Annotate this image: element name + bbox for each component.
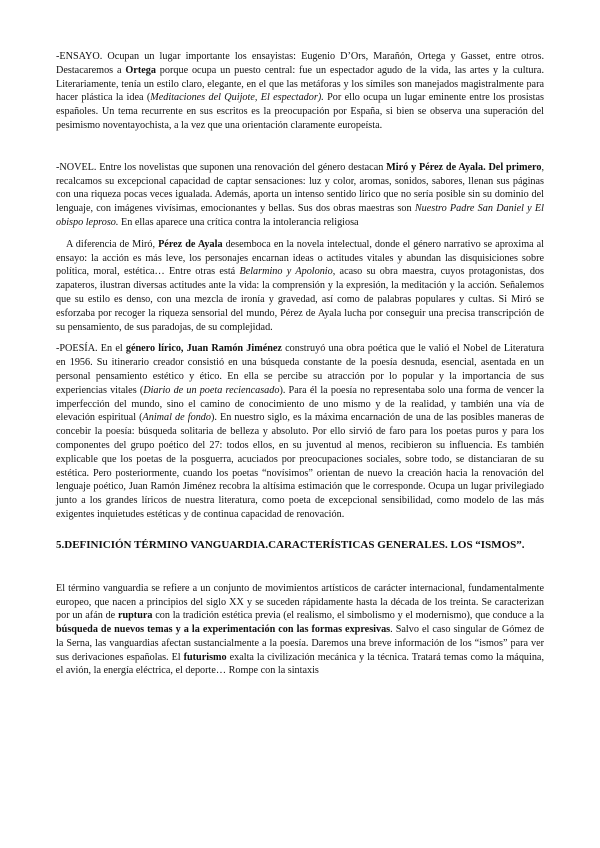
italic-run: Meditaciones del Quijote, El espectador).: [150, 92, 324, 104]
paragraph-vanguardia: [56, 582, 544, 679]
bold-run: género lírico, Juan Ramón Jiménez: [125, 343, 282, 355]
paragraph-perez-de-ayala: [56, 238, 544, 335]
text-run: con la tradición estética previa (el realismo, el simbolismo y el modernismo), que conduce a la: [152, 610, 544, 622]
bold-run: Pérez de Ayala: [158, 238, 223, 250]
text-run: ). En nuestro siglo, es la máxima encarnación de una de las posibles maneras de concebir la poesía: búsqueda solitaria de belleza y absoluto. Por ello sirvió de faro para los poetas puros y para los componentes del grupo poético del 27: todos ellos, en su juventud al menos, recibieron su influencia. Es también explicable que los poetas de la posguerra, acuciados por preocupaciones sociales, sobre todo, se distanciaran de su estética. Pero posteriormente, cuando los poetas “novísimos” orientan de nuevo la creación hacia la renovación del lenguaje poético, Juan Ramón Jiménez recobra la altísima estimación que le corresponde. Ocupa un lugar privilegiado junto a los grandes líricos de nuestra literatura, como poeta de excepcional sensibilidad, como modelo de las más exigentes inquietudes estéticas y de continua capacidad de renovación.: [56, 412, 544, 520]
text-run: A diferencia de Miró,: [66, 238, 159, 250]
text-run: -NOVEL. Entre los novelistas que suponen una renovación del género destacan: [56, 161, 387, 173]
text-run: exalta la civilización mecánica y la técnica. Tratará temas como la máquina, el avión, la energía eléctrica, el deporte… Rompe con la sintaxis: [56, 651, 545, 677]
paragraph-ensayo: [56, 50, 544, 133]
italic-run: Belarmino y Apolonio: [239, 266, 333, 278]
text-run: , acaso su obra maestra, cuyos protagonistas, dos zapateros, ilustran diversas actitudes ante la vida: la comprensión y la expresión, la meditación y la acción. Señalemos que su estilo es denso, con una mezcla de ironía y gravedad, así como de palabras populares y cultas. Si Miró se esforzaba por recoger la riqueza sensorial del mundo, Pérez de Ayala lucha por conseguir una precisa transcripción de su pensamiento, de sus paradojas, de su complejidad.: [56, 266, 544, 333]
text-run: construyó una obra poética que le valió el Nobel de Literatura en 1956. Su itinerario creador consistió en una búsqueda constante de la poesía desnuda, esencial, asentada en un personal pensamiento estético y ético. En ella se percibe su atracción por lo popular y la importancia de sus experiencias vitales (: [56, 343, 544, 396]
text-run: porque ocupa un puesto central: fue un espectador agudo de la vida, las artes y la cultura. Literariamente, tenía un estilo claro, elegante, en el que las metáforas y los símiles son manejados magistralmente para hacer plástica la idea (: [56, 64, 544, 104]
text-run: . Salvo el caso singular de Gómez de la Serna, las vanguardias afectan sustancialmente a la poesía. Daremos una breve información de los “ismos” para ver sus derivaciones españolas. El: [56, 624, 544, 663]
text-run: , recalcamos su excepcional capacidad de captar sensaciones: luz y color, aromas, sonidos, sabores, llenan sus páginas con una riqueza pocas veces igualada. Además, aporta un intenso sentido lírico que no sería posible sin su dominio del lenguaje, con imágenes vivísimas, emocionantes y bellas. Sus dos obras maestras son: [56, 161, 544, 215]
italic-run: Nuestro Padre San Daniel y El obispo leproso.: [56, 203, 544, 228]
paragraph-poesia: [56, 342, 544, 521]
text-run: -POESÍA. En el: [56, 343, 126, 355]
text-run: En ellas aparece una crítica contra la intolerancia religiosa: [118, 216, 359, 228]
text-run: El término vanguardia se refiere a un conjunto de movimientos artísticos de carácter internacional, fundamentalmente europeo, que nacen a principios del siglo XX y se suceden rápidamente hasta la década de los treinta. Se caracterizan por un afán de: [56, 582, 544, 622]
bold-run: Ortega: [125, 64, 156, 76]
bold-run: ruptura: [117, 610, 153, 622]
text-run: ). Para él la poesía no representaba solo una forma de vencer la imperfección del mundo, sino el camino de conocimiento de uno mismo y de la realidad, y también una vía de elevación espiritual (: [56, 384, 545, 424]
italic-run: Diario de un poeta reciencasado: [143, 384, 280, 396]
paragraph-novel: [56, 161, 544, 230]
bold-run: Miró y Pérez de Ayala. Del primero: [386, 161, 542, 173]
text-run: Por ello ocupa un lugar eminente entre los prosistas españoles. Un tema recurrente en sus escritos es la preocupación por España, si bien se observa una superación del pesimismo noventayochista, a la vez que una orientación claramente europeísta.: [56, 92, 544, 131]
bold-run: futurismo: [183, 651, 227, 663]
text-run: desemboca en la novela intelectual, donde el género narrativo se aproxima al ensayo: la acción es más leve, los personajes encarnan ideas o actitudes vitales y abundan las disquisiciones sobre política, moral, estética… Entre otras está: [56, 238, 545, 278]
italic-run: Animal de fondo: [142, 412, 211, 424]
bold-run: búsqueda de nuevos temas y a la experimentación con las formas expresivas: [56, 624, 391, 636]
text-run: -ENSAYO. Ocupan un lugar importante los ensayistas: Eugenio D’Ors, Marañón, Ortega y Gasset, entre otros. Destacaremos a: [56, 51, 544, 76]
section-heading: 5.DEFINICIÓN TÉRMINO VANGUARDIA.CARACTERÍSTICAS GENERALES. LOS “ISMOS”.: [56, 538, 525, 551]
